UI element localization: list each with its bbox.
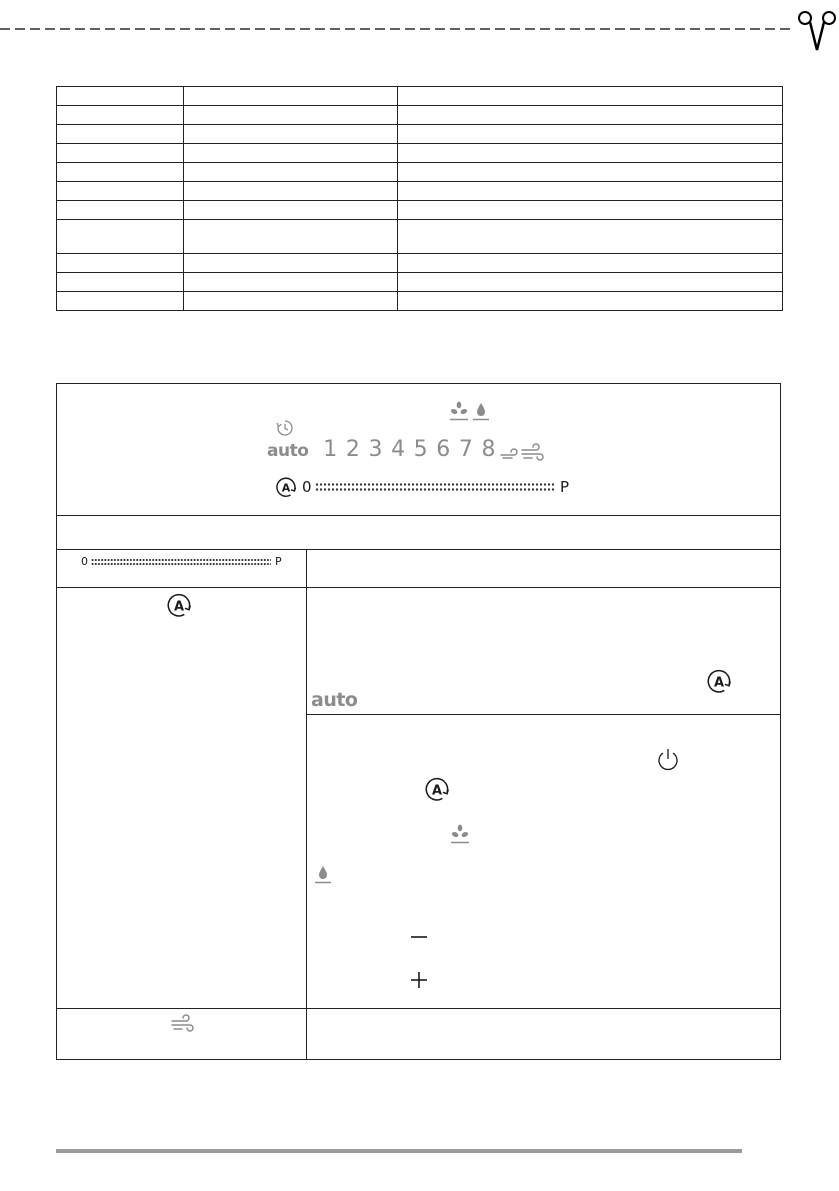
speed-level-5[interactable]: 5: [413, 437, 428, 462]
speed-level-7[interactable]: 7: [458, 437, 473, 462]
row-slider-dots: [91, 558, 271, 566]
svg-text:A: A: [431, 783, 443, 799]
speed-level-2[interactable]: 2: [345, 437, 360, 462]
auto-label: auto: [267, 441, 309, 461]
slider-start-label: 0: [302, 478, 312, 496]
svg-text:A: A: [281, 481, 291, 495]
drop-icon: [315, 864, 331, 884]
speed-level-6[interactable]: 6: [436, 437, 451, 462]
column-divider: [306, 549, 307, 1060]
drop-icon[interactable]: [473, 401, 489, 421]
power-icon: [655, 747, 681, 773]
fan-icon: [451, 824, 469, 844]
auto-label: auto: [311, 689, 358, 711]
table-row: [57, 201, 783, 220]
minus-icon: [409, 927, 429, 947]
table-row: [57, 163, 783, 182]
svg-text:A: A: [713, 675, 725, 691]
speed-level-3[interactable]: 3: [368, 437, 383, 462]
fan-icon[interactable]: [450, 401, 468, 421]
speed-levels: [319, 437, 500, 462]
speed-level-1[interactable]: 1: [323, 437, 338, 462]
divider: [57, 1008, 780, 1009]
slider-end-label: P: [560, 478, 570, 496]
scissors-icon: [799, 12, 835, 50]
auto-mode-icon: [166, 592, 192, 618]
timer-icon[interactable]: [276, 419, 294, 437]
table-row: [57, 273, 783, 292]
speed-level-8[interactable]: 8: [481, 437, 496, 462]
breeze-icon[interactable]: [500, 442, 546, 462]
row-slider-end: P: [275, 555, 282, 568]
auto-mode-icon[interactable]: [275, 476, 297, 498]
table-row: [57, 125, 783, 144]
table-row: [57, 292, 783, 311]
speed-level-4[interactable]: 4: [391, 437, 406, 462]
divider: [57, 549, 780, 550]
auto-mode-icon: [424, 776, 450, 802]
specification-table: [56, 86, 783, 311]
breeze-icon: [170, 1013, 196, 1033]
footer-rule: [56, 1149, 742, 1153]
plus-icon: [409, 970, 429, 990]
control-panel-box: [56, 383, 781, 1060]
divider: [57, 515, 780, 516]
table-row: [57, 87, 783, 106]
table-row: [57, 106, 783, 125]
table-row: [57, 254, 783, 273]
table-row: [57, 144, 783, 163]
row-slider-start: 0: [81, 555, 88, 568]
divider: [306, 714, 780, 715]
divider: [57, 587, 780, 588]
slider-dots[interactable]: [315, 482, 555, 492]
table-row: [57, 220, 783, 254]
table-row: [57, 182, 783, 201]
cut-line: [0, 0, 839, 60]
auto-mode-icon: [706, 668, 732, 694]
svg-text:A: A: [173, 599, 185, 615]
